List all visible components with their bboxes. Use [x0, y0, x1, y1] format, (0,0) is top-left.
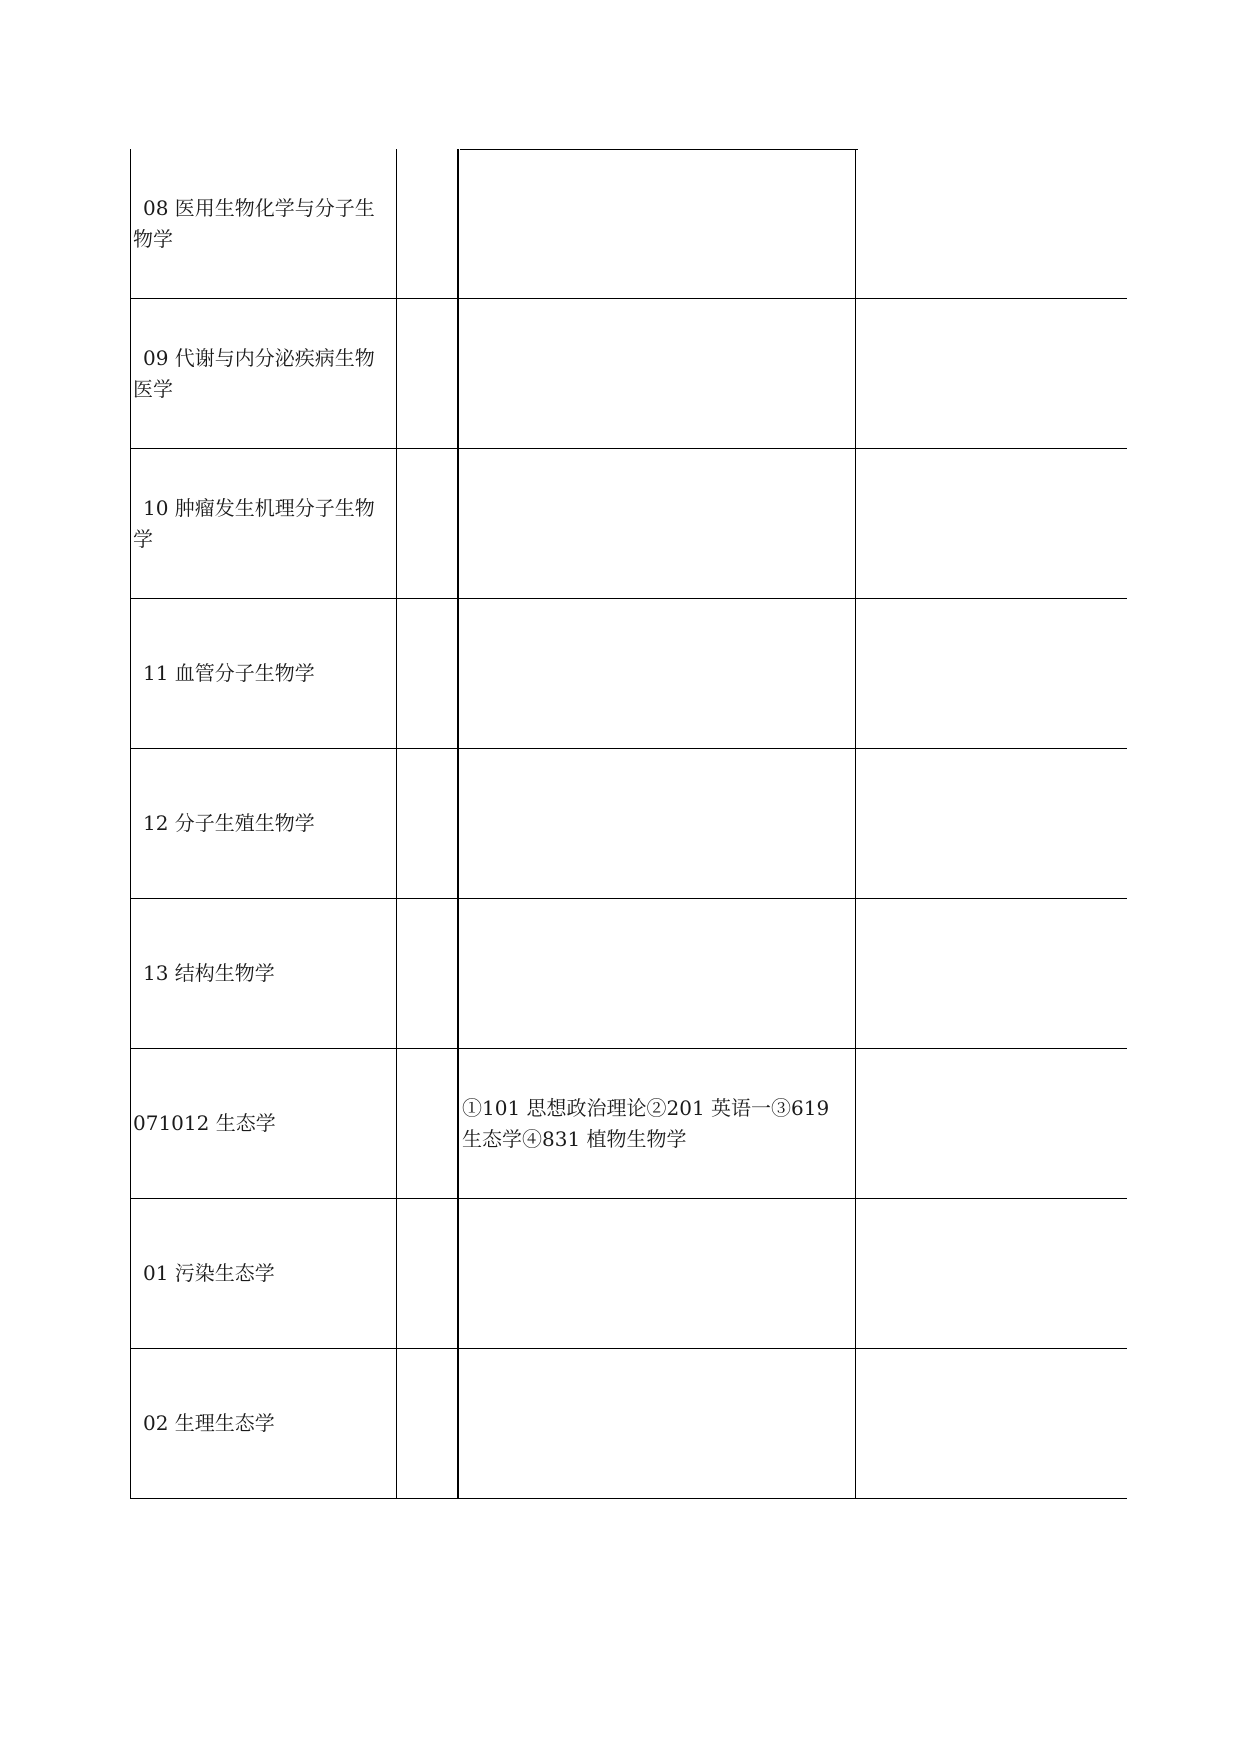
exam-subjects-cell: [459, 1349, 856, 1498]
major-label: 09 代谢与内分泌疾病生物医学: [133, 345, 375, 401]
remarks-cell: [856, 1349, 1127, 1498]
exam-subjects-cell: [459, 1199, 856, 1348]
major-label: 11 血管分子生物学: [143, 661, 315, 685]
exam-subjects-cell: [459, 1049, 856, 1198]
remarks-cell: [856, 1049, 1127, 1198]
exam-subjects-cell: [459, 299, 856, 448]
table-row: [130, 1199, 1127, 1349]
enrollment-cell: [397, 1199, 459, 1348]
remarks-cell: [856, 599, 1127, 748]
major-cell: [130, 1049, 397, 1198]
enrollment-cell: [397, 149, 459, 298]
table-row: [130, 599, 1127, 749]
remarks-cell: [856, 899, 1127, 1048]
major-cell: [130, 749, 397, 898]
major-label: 02 生理生态学: [143, 1411, 275, 1435]
remarks-cell: [856, 749, 1127, 898]
major-label: 13 结构生物学: [143, 961, 275, 985]
major-cell: [130, 599, 397, 748]
major-cell: [130, 1349, 397, 1498]
enrollment-cell: [397, 599, 459, 748]
table-row: [130, 149, 1127, 299]
table-row: [130, 899, 1127, 1049]
major-label: 01 污染生态学: [143, 1261, 275, 1285]
major-label: 08 医用生物化学与分子生物学: [133, 195, 375, 251]
enrollment-cell: [397, 1349, 459, 1498]
table-row: [130, 749, 1127, 899]
enrollment-cell: [397, 899, 459, 1048]
exam-subjects-cell: [459, 899, 856, 1048]
major-cell: [130, 299, 397, 448]
table-row: [130, 449, 1127, 599]
major-label: 10 肿瘤发生机理分子生物学: [133, 495, 375, 551]
remarks-cell: [856, 149, 1127, 298]
program-table: [130, 149, 1127, 1499]
remarks-cell: [856, 449, 1127, 598]
major-label: 071012 生态学: [133, 1111, 276, 1135]
exam-subjects-text: ①101 思想政治理论②201 英语一③619 生态学④831 植物生物学: [462, 1095, 830, 1151]
enrollment-cell: [397, 449, 459, 598]
enrollment-cell: [397, 1049, 459, 1198]
major-cell: [130, 149, 397, 298]
major-cell: [130, 899, 397, 1048]
exam-subjects-cell: [459, 599, 856, 748]
enrollment-cell: [397, 299, 459, 448]
major-cell: [130, 1199, 397, 1348]
exam-subjects-cell: [459, 449, 856, 598]
table-row: [130, 1349, 1127, 1499]
remarks-cell: [856, 1199, 1127, 1348]
exam-subjects-cell: [459, 149, 856, 298]
table-row: [130, 1049, 1127, 1199]
major-label: 12 分子生殖生物学: [143, 811, 315, 835]
remarks-cell: [856, 299, 1127, 448]
table-row: [130, 299, 1127, 449]
enrollment-cell: [397, 749, 459, 898]
major-cell: [130, 449, 397, 598]
exam-subjects-cell: [459, 749, 856, 898]
